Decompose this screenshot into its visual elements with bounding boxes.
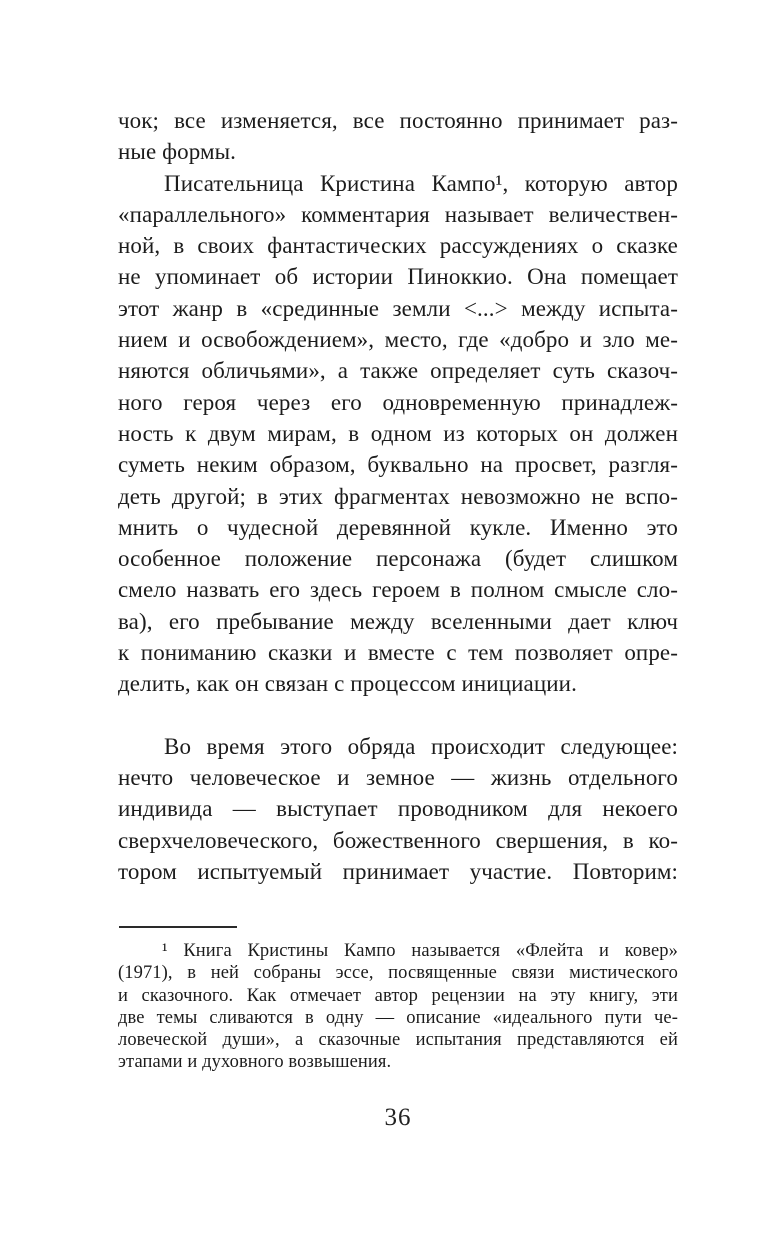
paragraph-rite [118,731,678,887]
footnote-line: и сказочного. Как отмечает автор рецензии на эту книгу, эти [118,985,678,1006]
footnote-line: (1971), в ней собраны эссе, посвященные связи мистического [118,963,678,984]
footnote-separator-rule [119,926,237,928]
text-line: суметь неким образом, буквально на просвет, разгля- [118,452,678,478]
footnote-line: две темы сливаются в одну — описание «идеального пути че- [118,1007,678,1028]
text-line: чок; все изменяется, все постоянно принимает раз- [118,108,678,133]
footnote-line: этапами и духовного возвышения. [118,1052,392,1073]
text-line: этот жанр в «срединные земли <...> между испыта- [118,295,678,321]
text-line: деть другой; в этих фрагментах невозможно не вспо- [118,483,678,509]
text-line: нечто человеческое и земное — жизнь отдельного [118,764,678,790]
text-line: мнить о чудесной деревянной кукле. Именно это [118,514,678,540]
main-text-block [118,105,678,887]
text-line: Во время этого обряда происходит следующее: [164,733,678,759]
footnote-line: ловеческой души», а сказочные испытания представляются ей [118,1030,678,1051]
text-line: няются обличьями», а также определяет суть сказоч- [118,358,678,384]
footnote-block [118,926,678,1074]
text-line: индивида — выступает проводником для некоего [118,796,678,822]
text-line: ва), его пребывание между вселенными дает ключ [118,608,678,634]
text-line: сверхчеловеческого, божественного свершения, в ко- [118,827,678,853]
text-line: не упоминает об истории Пиноккио. Она помещает [118,264,678,290]
page-number: 36 [384,1104,412,1131]
text-line: ного героя через его одновременную принадлеж- [118,389,678,415]
text-line: ные формы. [118,139,237,165]
text-line: ной, в своих фантастических рассуждениях о сказке [118,233,678,259]
text-line: делить, как он связан с процессом инициации. [118,671,577,697]
paragraph-continuation [118,105,678,168]
footnote-line: ¹ Книга Кристины Кампо называется «Флейта и ковер» [162,941,678,961]
paragraph-campo [118,168,678,700]
text-line: «параллельного» комментария называет величествен- [118,201,678,227]
text-line: ность к двум мирам, в одном из которых он должен [118,420,678,446]
text-line: нием и освобождением», место, где «добро и зло ме- [118,327,678,353]
text-line: смело назвать его здесь героем в полном смысле сло- [118,577,678,603]
text-line: особенное положение персонажа (будет слишком [118,546,678,572]
text-line: к пониманию сказки и вместе с тем позволяет опре- [118,640,678,666]
text-line: тором испытуемый принимает участие. Повторим: [118,858,678,884]
text-line: Писательница Кристина Кампо¹, которую автор [164,170,678,196]
